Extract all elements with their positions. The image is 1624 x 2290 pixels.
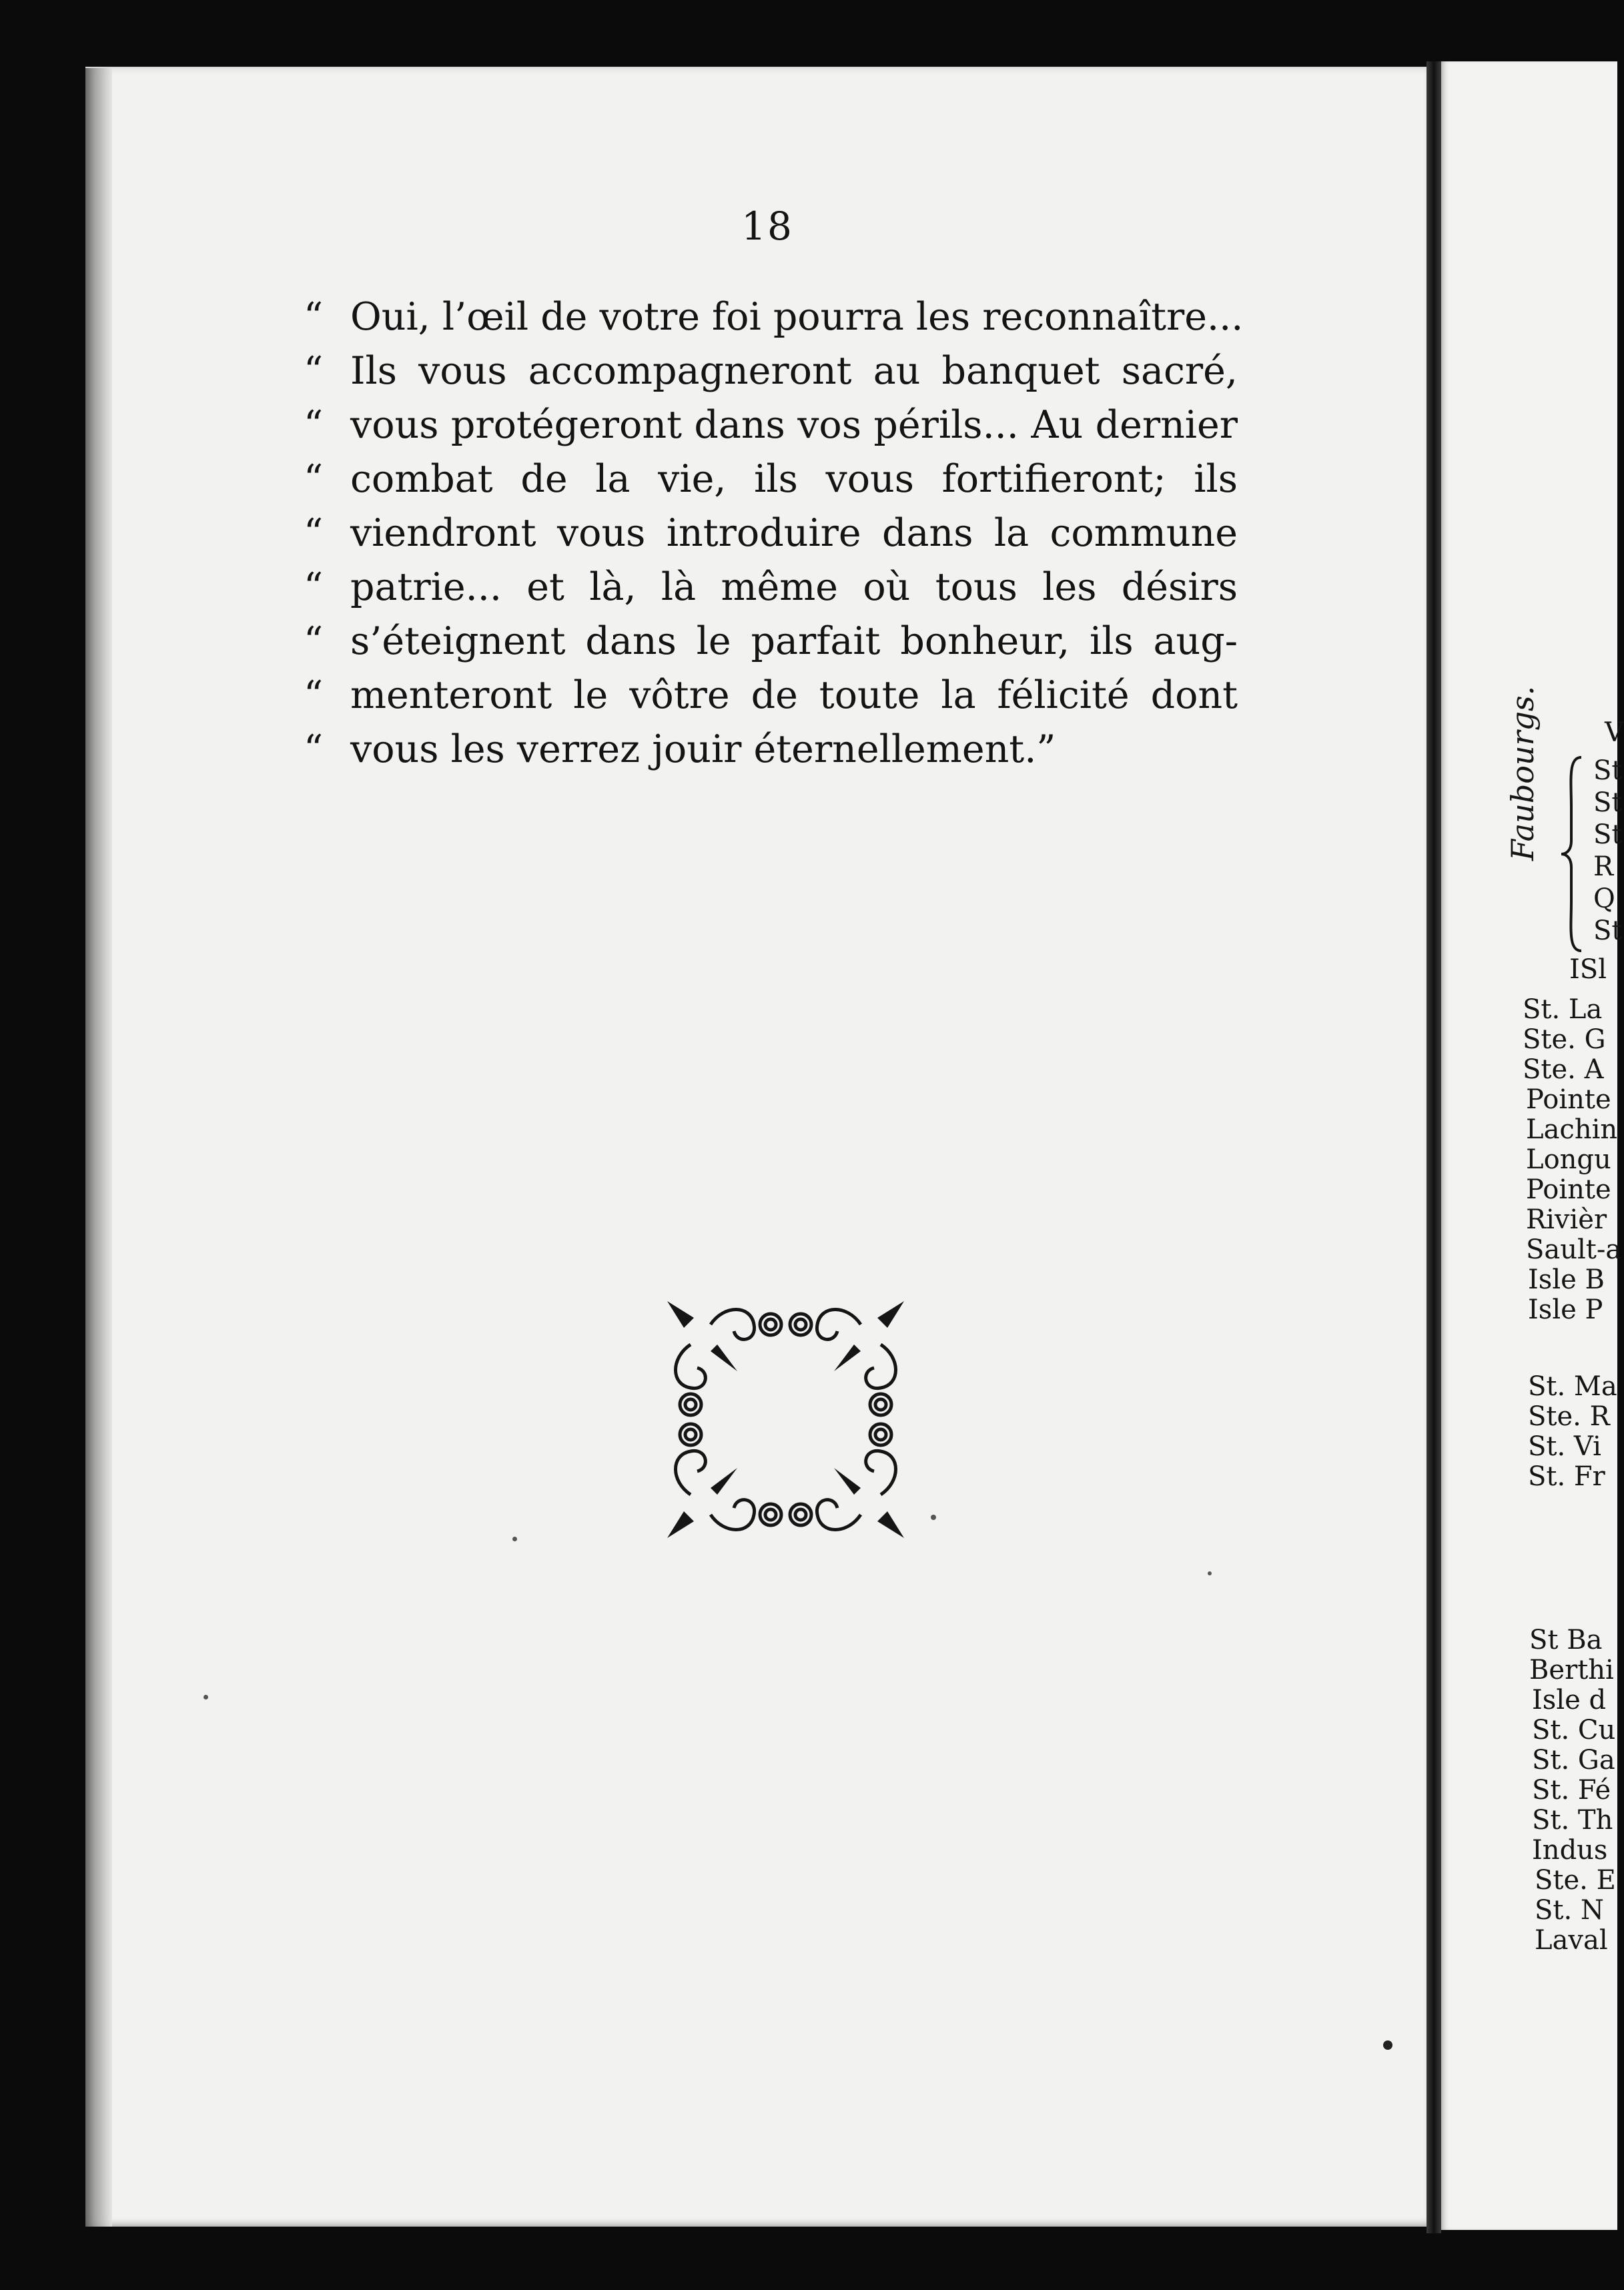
right-page-text: St. Vi bbox=[1528, 1431, 1601, 1462]
right-page-text: Sault-a bbox=[1526, 1234, 1622, 1265]
right-page-text: St. N bbox=[1535, 1895, 1604, 1926]
page-number: 18 bbox=[741, 204, 793, 249]
ink-speck bbox=[512, 1537, 517, 1541]
line-text: combat de la vie, ils vous fortifieront; ils bbox=[350, 457, 1238, 501]
right-page-text: St. Th bbox=[1532, 1805, 1613, 1836]
line-text: s’éteignent dans le parfait bonheur, ils aug- bbox=[350, 619, 1238, 663]
text-line bbox=[304, 560, 1238, 615]
right-page-text: Pointe bbox=[1526, 1084, 1611, 1115]
ink-speck bbox=[1208, 1571, 1212, 1575]
right-page-text: Ste. A bbox=[1523, 1054, 1604, 1085]
ink-speck bbox=[931, 1515, 936, 1520]
ink-speck bbox=[204, 1695, 208, 1699]
right-page-text: Ste. G bbox=[1523, 1024, 1606, 1055]
line-text: viendront vous introduire dans la commune bbox=[350, 511, 1238, 555]
quote-mark: “ bbox=[304, 619, 324, 663]
right-page-text: Berthi bbox=[1529, 1655, 1614, 1685]
right-page-text: Indus bbox=[1532, 1835, 1608, 1866]
line-text: Oui, l’œil de votre foi pourra les reconnaître... bbox=[350, 295, 1244, 339]
book-gutter bbox=[1427, 61, 1441, 2233]
right-page-text: Lachin bbox=[1526, 1114, 1618, 1145]
text-line bbox=[304, 615, 1238, 669]
right-page-text: St. Ga bbox=[1532, 1745, 1615, 1776]
right-page-text: St. La bbox=[1523, 994, 1603, 1025]
right-page-text: St. Fr bbox=[1528, 1461, 1605, 1492]
right-page-text: Laval bbox=[1535, 1925, 1608, 1956]
quote-mark: “ bbox=[304, 565, 324, 609]
quote-mark: “ bbox=[304, 457, 324, 501]
right-page-text: ISl bbox=[1569, 954, 1607, 985]
text-line bbox=[304, 723, 1238, 777]
quote-mark: “ bbox=[304, 295, 324, 339]
right-page-text: St bbox=[1593, 915, 1623, 946]
quoted-text-block bbox=[304, 290, 1244, 777]
right-page-text: Rivièr bbox=[1526, 1204, 1607, 1235]
right-page-text: St. Cu bbox=[1532, 1715, 1616, 1746]
quote-mark: “ bbox=[304, 727, 324, 771]
right-page-text: St bbox=[1593, 787, 1623, 818]
right-page-text: Ste. R bbox=[1528, 1401, 1610, 1432]
text-line bbox=[304, 344, 1238, 398]
line-text: menteront le vôtre de toute la félicité dont bbox=[350, 673, 1238, 717]
right-page-text: St bbox=[1593, 819, 1623, 850]
right-page-text: St bbox=[1593, 755, 1623, 786]
quote-mark: “ bbox=[304, 349, 324, 393]
line-text: vous protégeront dans vos périls... Au dernier bbox=[350, 403, 1238, 447]
faubourgs-label: Faubourgs. bbox=[1505, 685, 1541, 861]
brace-icon bbox=[1558, 754, 1585, 954]
text-line bbox=[304, 452, 1238, 506]
text-line bbox=[304, 669, 1238, 723]
right-page-text: St. Fé bbox=[1532, 1775, 1611, 1806]
ornament-icon bbox=[664, 1298, 907, 1541]
line-text: vous les verrez jouir éternellement.” bbox=[350, 727, 1056, 771]
right-page-text: St. Ma bbox=[1528, 1371, 1617, 1402]
ink-speck bbox=[1383, 2040, 1392, 2050]
right-page-text: R bbox=[1593, 851, 1614, 882]
text-line bbox=[304, 290, 1244, 344]
right-page-text: V bbox=[1605, 717, 1624, 748]
line-text: patrie... et là, là même où tous les désirs bbox=[350, 565, 1238, 609]
quote-mark: “ bbox=[304, 673, 324, 717]
page-edge-shadow bbox=[85, 68, 112, 2227]
right-page-text: Pointe bbox=[1526, 1174, 1611, 1205]
line-text: Ils vous accompagneront au banquet sacré, bbox=[350, 349, 1238, 393]
right-page-text: St Ba bbox=[1529, 1625, 1603, 1655]
quote-mark: “ bbox=[304, 403, 324, 447]
right-page-text: Isle B bbox=[1528, 1264, 1605, 1295]
right-page-text: Longu bbox=[1526, 1144, 1611, 1175]
right-page-text: Isle P bbox=[1528, 1294, 1603, 1325]
text-line bbox=[304, 398, 1238, 452]
quote-mark: “ bbox=[304, 511, 324, 555]
text-line bbox=[304, 506, 1238, 560]
right-page-text: Q bbox=[1593, 883, 1615, 914]
right-page-text: Isle d bbox=[1532, 1685, 1607, 1715]
right-page-text: Ste. E bbox=[1535, 1865, 1616, 1896]
